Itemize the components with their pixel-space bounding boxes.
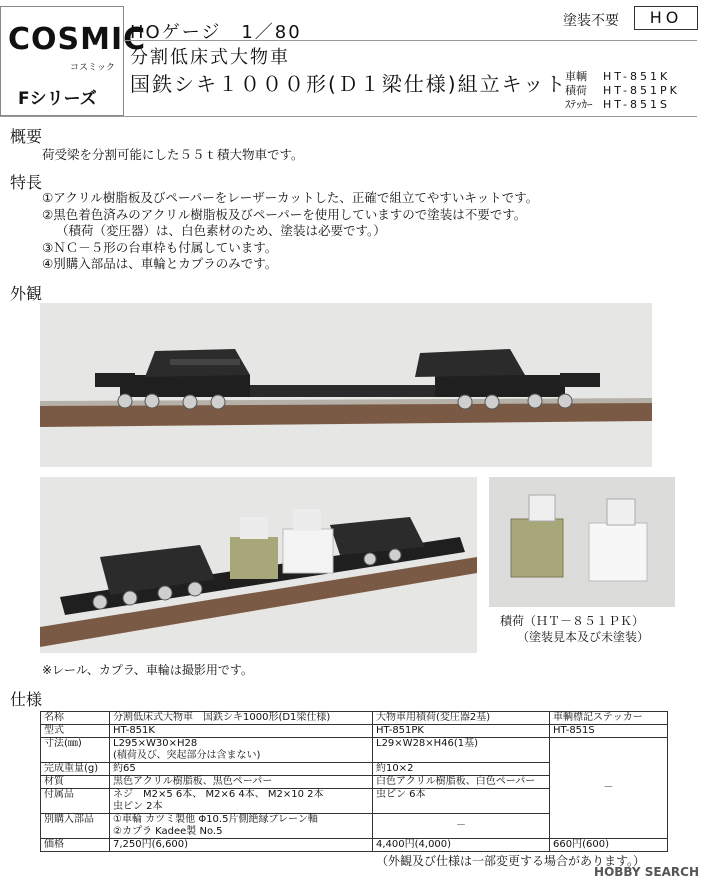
spec-table bbox=[40, 711, 668, 852]
table-row: 完成重量(g) 約65 約10×2 bbox=[41, 763, 668, 776]
car-side-photo bbox=[40, 303, 652, 467]
overview-heading: 概要 bbox=[10, 127, 43, 146]
table-row: 材質 黒色アクリル樹脂板、黒色ペーパー 白色アクリル樹脂板、白色ペーパー bbox=[41, 776, 668, 789]
code-row: 車輌 HT-851K bbox=[565, 70, 671, 83]
table-row: 価格 7,250円(6,600) 4,400円(4,000) 660円(600) bbox=[41, 839, 668, 852]
product-codes bbox=[565, 70, 680, 112]
table-row: 別購入部品 ①車輪 カツミ製他 Φ10.5片側絶縁プレーン軸 ②カプラ Kadee製 No.5 － bbox=[41, 814, 668, 839]
cargo-caption-sub: （塗装見本及び未塗装） bbox=[517, 630, 650, 644]
watermark: HOBBY SEARCH bbox=[594, 865, 699, 879]
specs-heading: 仕様 bbox=[10, 690, 43, 709]
photo-note: ※レール、カプラ、車輪は撮影用です。 bbox=[42, 663, 253, 677]
paint-label: 塗装不要 bbox=[563, 13, 619, 29]
table-row: 寸法(㎜) L295×W30×H28 (積荷及び、突起部分は含まない) L29×W28×H46(1基) － bbox=[41, 738, 668, 763]
table-row: 付属品 ネジ M2×5 6本、 M2×6 4本、 M2×10 2本 虫ピン 2本 虫ピン 6本 bbox=[41, 789, 668, 814]
sticker-merged-cell: － bbox=[550, 738, 668, 839]
logo-kana: コスミック bbox=[70, 63, 115, 73]
car-side-illustration bbox=[40, 303, 652, 467]
feature-item: ④別購入部品は、車輪とカプラのみです。 bbox=[42, 256, 278, 271]
header-bottom-divider bbox=[0, 116, 697, 117]
cargo-caption: 積荷（ＨＴ－８５１ＰＫ） bbox=[500, 614, 645, 628]
car-with-cargo-illustration bbox=[40, 477, 477, 653]
feature-item: ②黒色着色済みのアクリル樹脂板及びペーパーを使用していますので塗装は不要です。 bbox=[42, 206, 527, 222]
title-type: 分割低床式大物車 bbox=[130, 47, 290, 68]
cosmic-logo: COSMIC bbox=[8, 22, 147, 57]
table-row: 名称 分割低床式大物車 国鉄シキ1000形(D1梁仕様) 大物車用積荷(変圧器2基) 車輌標記ステッカー bbox=[41, 712, 668, 725]
feature-item: ③ＮＣ－５形の台車枠も付属しています。 bbox=[42, 239, 278, 255]
feature-item: ①アクリル樹脂板及びペーパーをレーザーカットした、正確で組立てやすいキットです。 bbox=[42, 190, 539, 205]
features-heading: 特長 bbox=[10, 173, 43, 192]
cargo-photo bbox=[489, 477, 675, 607]
feature-item: （積荷（変圧器）は、白色素材のため、塗装は必要です。） bbox=[56, 223, 386, 238]
title-product: 国鉄シキ１０００形(Ｄ１梁仕様)組立キット bbox=[130, 72, 568, 96]
features-list bbox=[42, 190, 538, 273]
code-row: 積荷 HT-851PK bbox=[565, 84, 680, 97]
car-with-cargo-photo bbox=[40, 477, 477, 653]
code-row: ｽﾃｯｶｰ HT-851S bbox=[565, 98, 670, 111]
overview-text: 荷受梁を分割可能にした５５ｔ積大物車です。 bbox=[42, 147, 304, 162]
gauge-box: HO bbox=[634, 6, 698, 30]
title-scale: HOゲージ 1／80 bbox=[130, 22, 302, 43]
exterior-heading: 外観 bbox=[10, 284, 43, 303]
spec-footnote: （外観及び仕様は一部変更する場合があります。） bbox=[376, 854, 646, 868]
series-name: Fシリーズ bbox=[18, 89, 97, 109]
cargo-illustration bbox=[489, 477, 675, 607]
table-row: 型式 HT-851K HT-851PK HT-851S bbox=[41, 725, 668, 738]
